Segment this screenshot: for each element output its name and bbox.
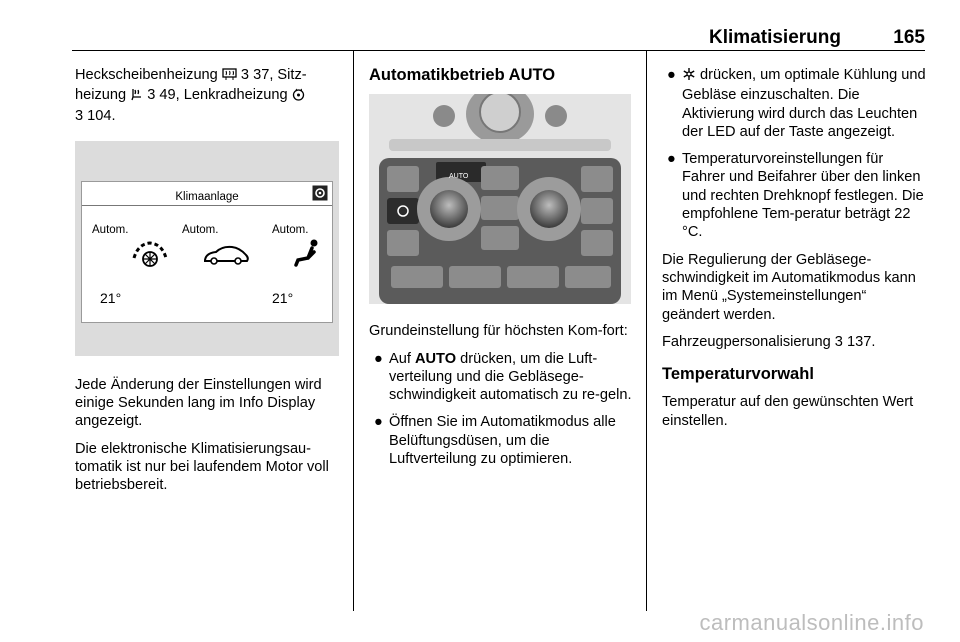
auto-steps-list [369,350,633,469]
page-number: 165 [893,27,925,48]
paragraph-engine-note: Die elektronische Klimatisierungsau-tomatik ist nur bei laufendem Motor voll betriebsbereit. [75,440,329,494]
section-heading-temperature: Temperaturvorwahl [662,365,814,384]
control-panel-drawing [369,94,631,304]
ac-auto-label: Autom. [272,223,309,236]
section-heading-auto: Automatikbetrieb AUTO [369,66,556,84]
ac-snowflake-icon [682,67,696,86]
ref-arrow-icon: 3 [75,107,84,124]
auto-button-label: AUTO [449,173,469,181]
seat-heating-icon [130,88,143,106]
list-item: ● Auf AUTO drücken, um die Luft-verteilung und die Gebläsege-schwindigkeit automatisch zu re-geln. [374,350,632,404]
bullet-marker: ● [374,414,383,431]
watermark-footer: carmanualsonline.info [699,610,924,635]
column-divider [646,51,647,611]
climate-display-screen [81,181,333,323]
car-airflow-icon [202,244,250,273]
cooling-steps-list [662,66,928,242]
column-divider [353,51,354,611]
climate-control-panel-illustration [369,94,631,304]
paragraph-temperature: Temperatur auf den gewünschten Wert einstellen. [662,394,914,429]
running-title: Klimatisierung [709,27,841,48]
column-1 [75,66,340,504]
paragraph-fan-regulation: Die Regulierung der Gebläsege-schwindigkeit im Automatikmodus kann im Menü „Systemeinstellungen“ geändert werden. [662,251,916,323]
paragraph-basic-setting: Grundeinstellung für höchsten Kom-fort: [369,323,628,340]
bullet-marker: ● [667,151,676,168]
display-title: Klimaanlage [175,190,239,203]
paragraph-display-note: Jede Änderung der Einstellungen wird einige Sekunden lang im Info Display angezeigt. [75,376,322,430]
list-item: ● drücken, um optimale Kühlung und Gebläse einzuschalten. Die Aktivierung wird durch das Leuchten der LED auf der Taste angezeigt. [667,67,926,140]
temp-right-value: 21° [272,289,294,306]
list-item: ● Öffnen Sie im Automatikmodus alle Belüftungsdüsen, um die Luftverteilung zu optimieren. [374,414,616,468]
ref-arrow-icon: 3 [147,87,156,104]
bullet-marker: ● [374,350,383,367]
list-item: ● Temperaturvoreinstellungen für Fahrer und Beifahrer über den linken und rechten Drehknopf festlegen. Die empfohlene Tem-peratur beträgt 22 °C. [667,151,924,241]
ref-arrow-icon: 3 [240,67,250,83]
auto-keyword: AUTO [414,350,457,367]
fan-auto-label: Autom. [92,223,129,236]
info-display-illustration [75,141,339,356]
header-rule [72,50,925,51]
rear-window-heating-icon [222,68,237,86]
seat-airflow-icon [292,238,322,273]
steering-wheel-heating-icon [292,88,305,106]
climate-settings-icon [312,185,328,206]
paragraph-personalisation-ref: Fahrzeugpersonalisierung 3 137. [662,333,876,350]
paragraph-cross-references: Heckscheibenheizung 3 37, Sitz-heizung 3 49, Lenkradheizung 3 104. [75,67,307,124]
column-3 [662,66,928,439]
temp-left-value: 21° [100,289,122,306]
display-separator [82,205,332,206]
bullet-marker: ● [667,67,676,83]
air-distribution-auto-label: Autom. [182,223,219,236]
ref-arrow-icon: 3 [834,333,843,350]
fan-speed-icon [130,238,170,275]
column-2 [369,66,633,477]
